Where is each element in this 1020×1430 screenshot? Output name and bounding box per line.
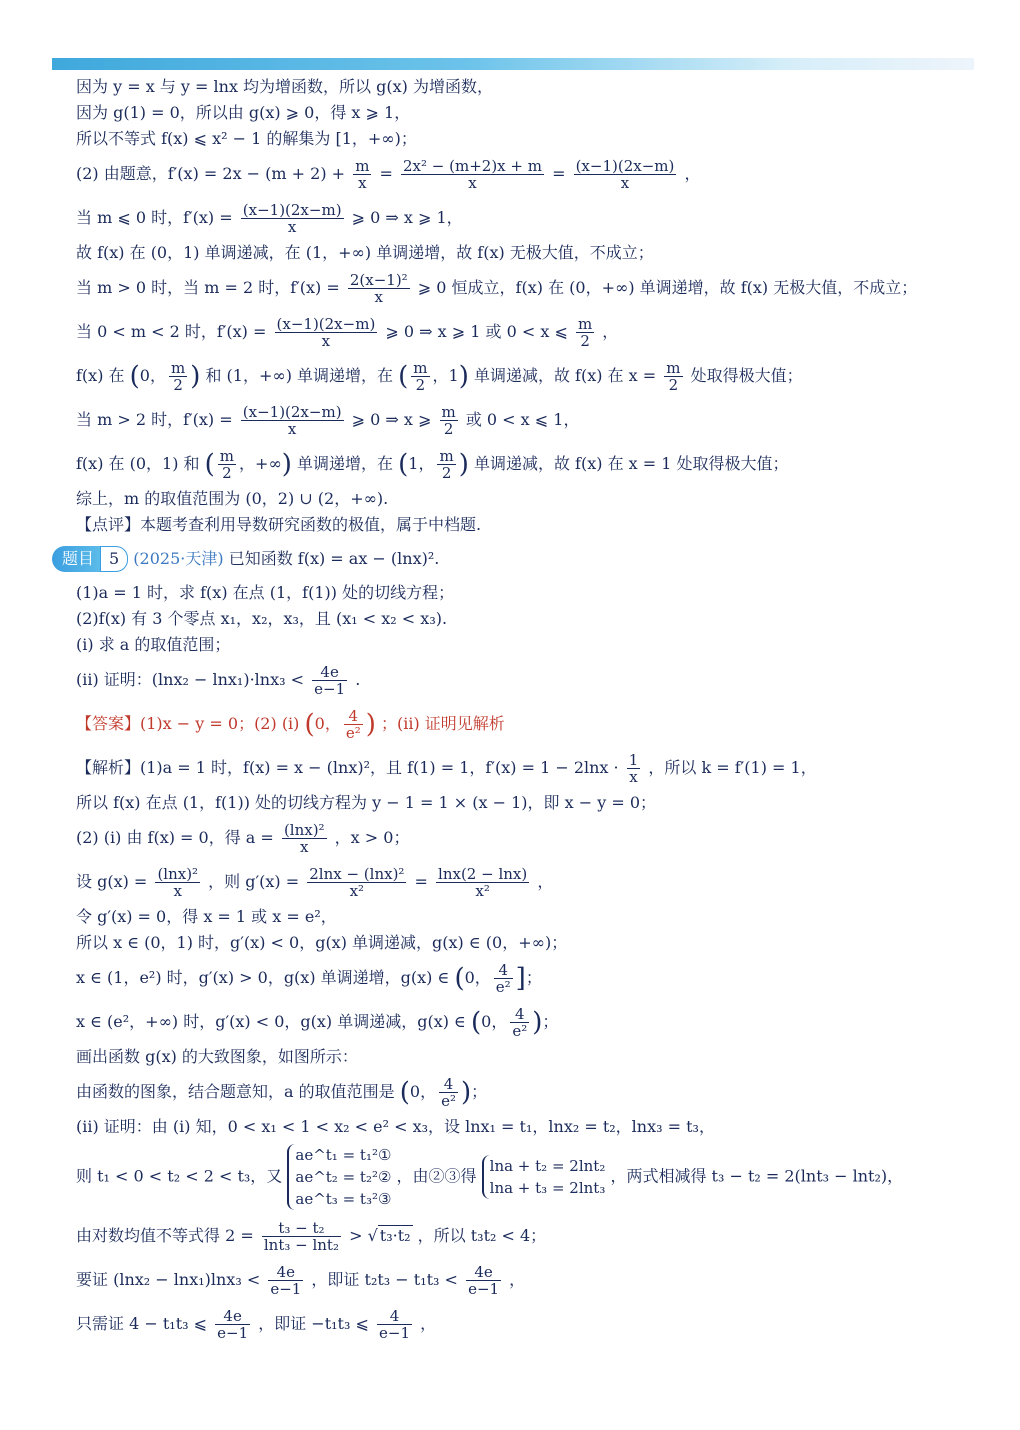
text: ；	[542, 1012, 559, 1031]
numerator: 4e	[215, 1308, 250, 1325]
text: 0，	[409, 1082, 437, 1101]
fraction	[155, 866, 200, 899]
denominator: 2	[668, 376, 679, 394]
fraction	[494, 962, 513, 995]
denominator: x²	[349, 882, 365, 900]
text: ，1	[432, 366, 459, 385]
denominator: x	[374, 288, 384, 306]
text: 设 g(x) =	[76, 872, 148, 891]
right-bracket: ]	[515, 963, 526, 994]
text: x ∈ (1，e²) 时，g′(x) > 0，g(x) 单调递增，g(x) ∈	[76, 968, 450, 987]
text: 只需证 4 − t₁t₃ ⩽	[76, 1314, 208, 1333]
text: ，所以 t₃t₂ < 4；	[417, 1226, 547, 1245]
text: ，两式相减得 t₃ − t₂ = 2(lnt₃ − lnt₂)，	[610, 1166, 904, 1186]
fraction	[439, 1076, 458, 1109]
solution-content	[62, 74, 976, 1346]
line	[76, 398, 976, 442]
text: ；(ii) 证明见解析	[381, 714, 505, 733]
numerator: 4e	[312, 664, 347, 681]
equation: ae^t₃ = t₃²③	[295, 1190, 392, 1208]
denominator: x	[358, 174, 367, 192]
text: 单调递减，故 f(x) 在 x =	[473, 366, 657, 385]
text: =	[414, 872, 428, 891]
line: 所以不等式 f(x) ⩽ x² − 1 的解集为 [1，+∞)；	[76, 129, 417, 148]
line	[76, 152, 976, 196]
denominator: x	[620, 174, 630, 192]
fraction	[411, 360, 429, 393]
numerator: m	[413, 359, 428, 377]
text: ⩾ 0 ⇒ x ⩾ 1 或 0 < x ⩽	[385, 322, 568, 341]
denominator: e²	[495, 978, 511, 996]
fraction	[268, 1264, 303, 1297]
numerator: (lnx)²	[157, 865, 199, 883]
line	[76, 310, 976, 354]
fraction	[401, 158, 544, 191]
text: ，	[684, 164, 701, 183]
header-gradient-bar	[52, 58, 974, 70]
equation: ae^t₂ = t₂²②	[295, 1168, 392, 1186]
denominator: x	[629, 768, 638, 786]
numerator: 4	[510, 1006, 529, 1023]
text: ，即证 −t₁t₃ ⩽	[258, 1314, 369, 1333]
numerator: (x−1)(2x−m)	[242, 403, 342, 421]
line: 故 f(x) 在 (0，1) 单调递减，在 (1，+∞) 单调递增，故 f(x) 无极大值，不成立；	[76, 243, 654, 262]
text: ，即证 t₂t₃ − t₁t₃ <	[311, 1270, 458, 1289]
text: ，由②③得	[396, 1166, 477, 1186]
text: .	[355, 670, 361, 689]
right-paren: )	[532, 1007, 543, 1038]
numerator: (lnx)²	[283, 821, 325, 839]
fraction	[510, 1006, 529, 1039]
right-paren: )	[281, 449, 292, 480]
question-line: (i) 求 a 的取值范围；	[76, 635, 231, 654]
solution-line: 所以 f(x) 在点 (1，f(1)) 处的切线方程为 y − 1 = 1 × (x − 1)，即 x − y = 0；	[76, 793, 656, 812]
text: 0，	[464, 968, 491, 987]
fraction	[377, 1308, 412, 1341]
text: 【答案】(1)x − y = 0；(2) (i)	[76, 714, 300, 733]
text: ，则 g′(x) =	[208, 872, 300, 891]
sqrt-radicand: t₃·t₂	[379, 1226, 411, 1245]
numerator: (x−1)(2x−m)	[575, 157, 675, 175]
numerator: 4	[377, 1308, 412, 1325]
numerator: m	[577, 315, 593, 333]
text: 1，	[408, 454, 435, 473]
left-paren: (	[304, 709, 315, 740]
problem-source: (2025·天津)	[133, 549, 224, 568]
solution-line	[76, 1258, 976, 1302]
right-paren: )	[458, 361, 469, 392]
denominator: x	[287, 420, 297, 438]
text: 由对数均值不等式得 2 =	[76, 1226, 254, 1245]
fraction	[664, 360, 682, 393]
numerator: (x−1)(2x−m)	[242, 201, 342, 219]
equation-system	[287, 1144, 391, 1210]
line: 综上，m 的取值范围为 (0，2) ∪ (2，+∞).	[76, 489, 389, 508]
text: 要证 (lnx₂ − lnx₁)lnx₃ <	[76, 1270, 261, 1289]
text: (2) (i) 由 f(x) = 0，得 a =	[76, 828, 274, 847]
denominator: e−1	[379, 1324, 410, 1342]
text: 和 (1，+∞) 单调递增，在	[205, 366, 394, 385]
solution-line	[76, 1214, 976, 1258]
question-line: (2)f(x) 有 3 个零点 x₁，x₂，x₃，且 (x₁ < x₂ < x₃).	[76, 609, 448, 628]
numerator: m	[441, 403, 456, 421]
fraction	[466, 1264, 501, 1297]
denominator: 2	[580, 332, 590, 350]
numerator: m	[355, 157, 370, 175]
comment-line: 【点评】本题考查利用导数研究函数的极值，属于中档题.	[76, 515, 482, 534]
text: ，	[602, 322, 619, 341]
text: =	[379, 164, 393, 183]
problem-number: 5	[100, 546, 128, 572]
numerator: 2lnx − (lnx)²	[309, 865, 405, 883]
text: x ∈ (e²，+∞) 时，g′(x) < 0，g(x) 单调递减，g(x) ∈	[76, 1012, 466, 1031]
problem-header	[52, 546, 976, 576]
denominator: 2	[222, 464, 232, 482]
fraction	[169, 360, 187, 393]
text: ，	[420, 1314, 437, 1333]
left-paren: (	[470, 1007, 482, 1038]
left-paren: (	[398, 361, 409, 392]
line: 因为 g(1) = 0，所以由 g(x) ⩾ 0，得 x ⩾ 1，	[76, 103, 411, 122]
answer-line	[76, 702, 976, 746]
solution-line: (ii) 证明：由 (i) 知，0 < x₁ < 1 < x₂ < e² < x₃，设 lnx₁ = t₁，lnx₂ = t₂，lnx₃ = t₃，	[76, 1117, 715, 1136]
numerator: 2(x−1)²	[349, 271, 408, 289]
fraction	[353, 158, 371, 191]
numerator: m	[439, 447, 454, 465]
left-paren: (	[454, 963, 465, 994]
text: 当 m ⩽ 0 时，f′(x) =	[76, 208, 233, 227]
fraction	[344, 708, 363, 741]
fraction	[307, 866, 406, 899]
equation: lna + t₂ = 2lnt₂	[489, 1157, 606, 1175]
solution-line	[76, 1302, 976, 1346]
text: ，所以 k = f′(1) = 1，	[648, 758, 817, 777]
right-paren: )	[458, 449, 469, 480]
question-line	[76, 658, 976, 702]
problem-tag: 题目	[52, 546, 100, 572]
fraction	[436, 866, 529, 899]
solution-line: 画出函数 g(x) 的大致图象，如图所示：	[76, 1047, 358, 1066]
solution-line	[76, 746, 976, 790]
text: 0，	[139, 366, 166, 385]
text: 当 0 < m < 2 时，f′(x) =	[76, 322, 267, 341]
question-line: (1)a = 1 时，求 f(x) 在点 (1，f(1)) 处的切线方程；	[76, 583, 455, 602]
text: ，x > 0；	[334, 828, 410, 847]
text: f(x) 在	[76, 366, 125, 385]
denominator: e−1	[217, 1324, 249, 1342]
text: 处取得极大值；	[690, 366, 803, 385]
numerator: 2x² − (m+2)x + m	[403, 157, 542, 175]
solution-line	[76, 956, 976, 1000]
numerator: 4	[494, 962, 513, 979]
equation: ae^t₁ = t₁²①	[295, 1146, 392, 1164]
denominator: 2	[443, 420, 454, 438]
denominator: e−1	[314, 680, 346, 698]
text: ⩾ 0 恒成立，f(x) 在 (0，+∞) 单调递增，故 f(x) 无极大值，不成立；	[417, 278, 918, 297]
numerator: (x−1)(2x−m)	[276, 315, 376, 333]
fraction	[627, 752, 641, 785]
denominator: x	[468, 174, 477, 192]
denominator: 2	[173, 376, 183, 394]
text: 单调递减，故 f(x) 在 x = 1 处取得极大值；	[473, 454, 789, 473]
text: ，+∞	[239, 454, 282, 473]
text: 则 t₁ < 0 < t₂ < 2 < t₃，又	[76, 1166, 283, 1186]
text: 当 m > 2 时，f′(x) =	[76, 410, 233, 429]
fraction	[576, 316, 594, 349]
text: ⩾ 0 ⇒ x ⩾ 1，	[351, 208, 463, 227]
text: ⩾ 0 ⇒ x ⩾	[351, 410, 432, 429]
solution-line	[76, 1070, 976, 1114]
numerator: 4e	[466, 1264, 501, 1281]
text: 或 0 < x ⩽ 1，	[465, 410, 580, 429]
solution-line	[76, 860, 976, 904]
solution-line	[76, 1144, 976, 1210]
text: ，	[537, 872, 554, 891]
denominator: x	[321, 332, 331, 350]
solution-line	[76, 816, 976, 860]
fraction	[262, 1220, 341, 1253]
fraction	[282, 822, 327, 855]
numerator: 4e	[268, 1264, 303, 1281]
right-paren: )	[190, 361, 201, 392]
text: 单调递增，在	[297, 454, 394, 473]
fraction	[275, 316, 378, 349]
equation-system	[482, 1155, 606, 1199]
numerator: m	[219, 447, 235, 465]
sqrt-symbol: √	[367, 1226, 378, 1245]
text: 由函数的图象，结合题意知，a 的取值范围是	[76, 1082, 395, 1101]
numerator: 4	[439, 1076, 458, 1093]
denominator: e−1	[270, 1280, 302, 1298]
fraction	[440, 404, 458, 437]
text: 【解析】(1)a = 1 时，f(x) = x − (lnx)²，且 f(1) = 1，f′(x) = 1 − 2lnx ·	[76, 758, 619, 777]
text: ；	[525, 968, 542, 987]
text: 当 m > 0 时，当 m = 2 时，f′(x) =	[76, 278, 340, 297]
text: >	[349, 1226, 363, 1245]
text: (ii) 证明：(lnx₂ − lnx₁)·lnx₃ <	[76, 670, 305, 689]
text: 0，	[314, 714, 341, 733]
solution-line: 所以 x ∈ (0，1) 时，g′(x) < 0，g(x) 单调递减，g(x) ∈ (0，+∞)；	[76, 933, 568, 952]
numerator: lnx(2 − lnx)	[438, 865, 528, 883]
line	[76, 442, 976, 486]
numerator: m	[666, 359, 681, 377]
equation: lna + t₃ = 2lnt₃	[489, 1179, 606, 1197]
right-paren: )	[460, 1077, 472, 1108]
line	[76, 354, 976, 398]
line: 因为 y = x 与 y = lnx 均为增函数，所以 g(x) 为增函数，	[76, 77, 493, 96]
denominator: e−1	[468, 1280, 500, 1298]
denominator: e²	[512, 1022, 528, 1040]
text: 0，	[481, 1012, 508, 1031]
denominator: x	[300, 838, 309, 856]
denominator: x	[287, 218, 297, 236]
denominator: x²	[475, 882, 490, 900]
fraction	[241, 404, 344, 437]
fraction	[574, 158, 677, 191]
line	[76, 196, 976, 240]
fraction	[241, 202, 344, 235]
left-paren: (	[129, 361, 140, 392]
numerator: t₃ − t₂	[262, 1220, 341, 1237]
right-paren: )	[365, 709, 376, 740]
left-paren: (	[204, 449, 215, 480]
denominator: e²	[345, 724, 361, 742]
denominator: 2	[441, 464, 452, 482]
left-paren: (	[399, 1077, 410, 1108]
fraction	[437, 448, 455, 481]
text: ，	[509, 1270, 526, 1289]
denominator: lnt₃ − lnt₂	[263, 1236, 339, 1254]
fraction	[218, 448, 236, 481]
fraction	[312, 664, 347, 697]
solution-line	[76, 1000, 976, 1044]
text: (2) 由题意，f′(x) = 2x − (m + 2) +	[76, 164, 346, 183]
denominator: 2	[415, 376, 426, 394]
numerator: 4	[344, 708, 363, 725]
text: ；	[471, 1082, 488, 1101]
left-paren: (	[398, 449, 409, 480]
problem-statement: 已知函数 f(x) = ax − (lnx)².	[228, 549, 440, 568]
numerator: m	[170, 359, 186, 377]
line	[76, 266, 976, 310]
denominator: x	[173, 882, 182, 900]
text: f(x) 在 (0，1) 和	[76, 454, 200, 473]
fraction	[348, 272, 410, 305]
fraction	[215, 1308, 250, 1341]
text: =	[552, 164, 566, 183]
solution-line: 令 g′(x) = 0，得 x = 1 或 x = e²，	[76, 907, 337, 926]
numerator: 1	[628, 751, 639, 769]
denominator: e²	[441, 1092, 456, 1110]
